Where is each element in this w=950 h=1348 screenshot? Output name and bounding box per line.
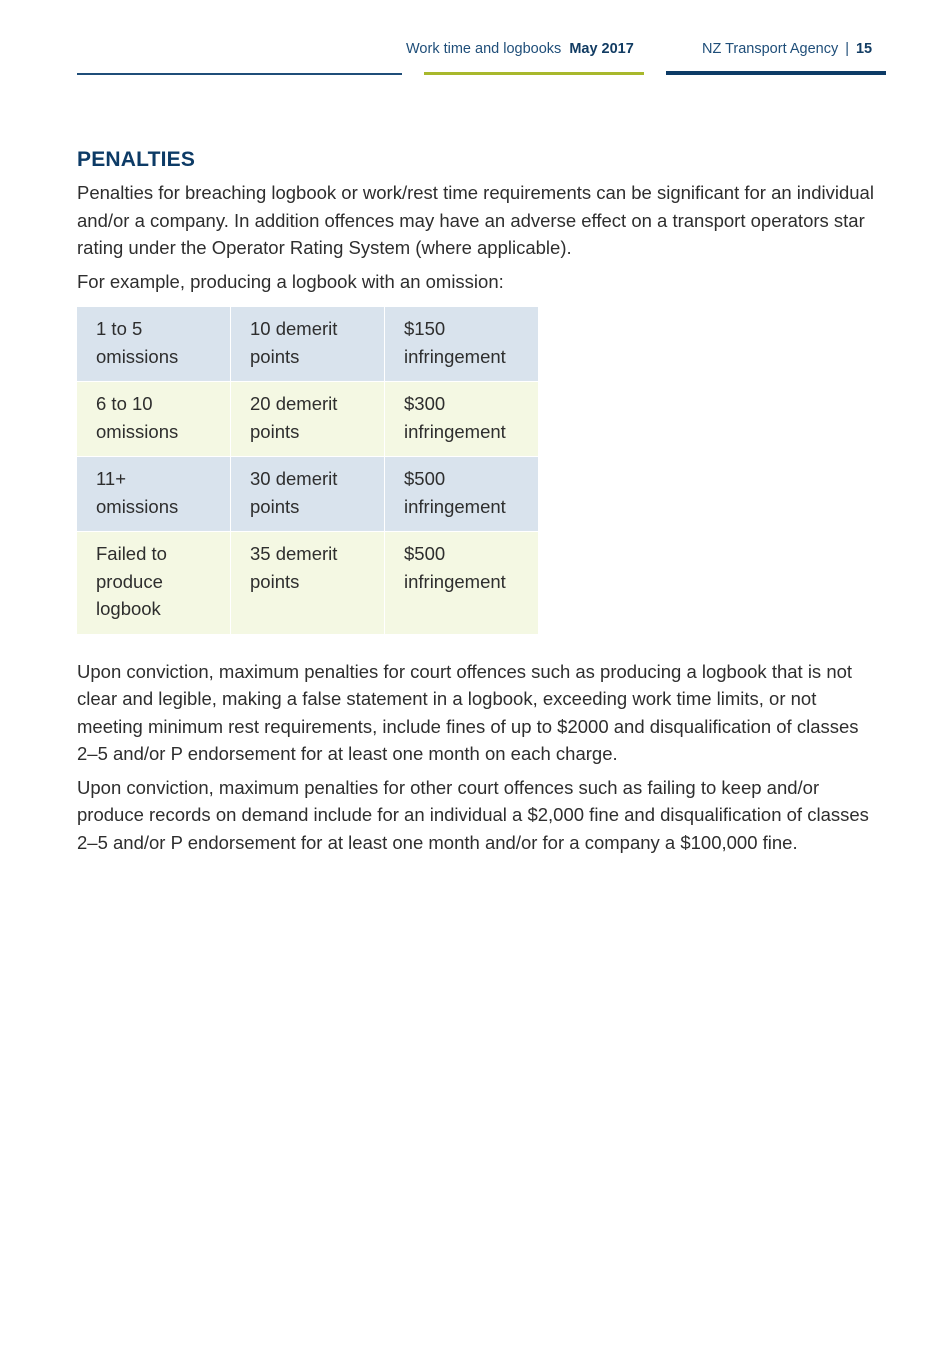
header-rule-middle	[424, 72, 644, 75]
infringement-cell: $150 infringement	[404, 318, 506, 367]
example-lead-paragraph: For example, producing a logbook with an omission:	[77, 270, 504, 292]
table-row	[77, 456, 538, 531]
table-cell	[77, 531, 230, 634]
table-cell	[77, 456, 230, 531]
table-cell	[77, 307, 230, 381]
table-cell	[384, 307, 538, 381]
penalty-table	[77, 307, 538, 634]
header-rule-right	[666, 71, 886, 75]
header-rule-left	[77, 73, 402, 75]
table-cell	[230, 381, 384, 456]
table-cell	[384, 381, 538, 456]
infringement-cell: $300 infringement	[404, 393, 506, 442]
infringement-cell: $500 infringement	[404, 543, 506, 592]
page-number: 15	[855, 41, 873, 57]
header-separator: |	[845, 41, 849, 57]
table-cell	[384, 456, 538, 531]
publication-title: Work time and logbooks	[406, 41, 562, 57]
table-row	[77, 381, 538, 456]
demerit-cell: 10 demerit points	[250, 318, 338, 367]
demerit-cell: 35 demerit points	[250, 543, 338, 592]
omissions-cell: 1 to 5 omissions	[96, 318, 179, 367]
intro-paragraph: Penalties for breaching logbook or work/rest time requirements can be significant for an individual and/or a company. In addition offences may have an adverse effect on a transport operators star rating under the Operator Rating System (where applicable).	[77, 182, 874, 258]
table-cell	[77, 381, 230, 456]
omissions-cell: 11+ omissions	[96, 468, 179, 517]
table-row	[77, 531, 538, 634]
page-content	[77, 148, 877, 862]
table-cell	[230, 531, 384, 634]
section-heading: PENALTIES	[77, 148, 196, 171]
demerit-cell: 30 demerit points	[250, 468, 338, 517]
header-publication	[406, 41, 634, 57]
header-organisation	[702, 41, 872, 57]
table-cell	[230, 307, 384, 381]
omissions-cell: Failed to produce logbook	[96, 543, 167, 619]
demerit-cell: 20 demerit points	[250, 393, 338, 442]
organisation-name: NZ Transport Agency	[702, 41, 839, 57]
court-offences-paragraph: Upon conviction, maximum penalties for court offences such as producing a logbook that is not clear and legible, making a false statement in a logbook, exceeding work time limits, or not meeting minimum rest requirements, include fines of up to $2000 and disqualification of classes 2–5 and/or P endorsement for at least one month on each charge.	[77, 660, 859, 764]
table-row	[77, 307, 538, 381]
infringement-cell: $500 infringement	[404, 468, 506, 517]
page-header	[0, 0, 950, 80]
table-cell	[230, 456, 384, 531]
omissions-cell: 6 to 10 omissions	[96, 393, 179, 442]
other-court-offences-paragraph: Upon conviction, maximum penalties for other court offences such as failing to keep and/or produce records on demand include for an individual a $2,000 fine and disqualification of classes 2–5 and/or P endorsement for at least one month and/or for a company a $100,000 fine.	[77, 776, 869, 853]
table-cell	[384, 531, 538, 634]
publication-date: May 2017	[569, 41, 634, 57]
